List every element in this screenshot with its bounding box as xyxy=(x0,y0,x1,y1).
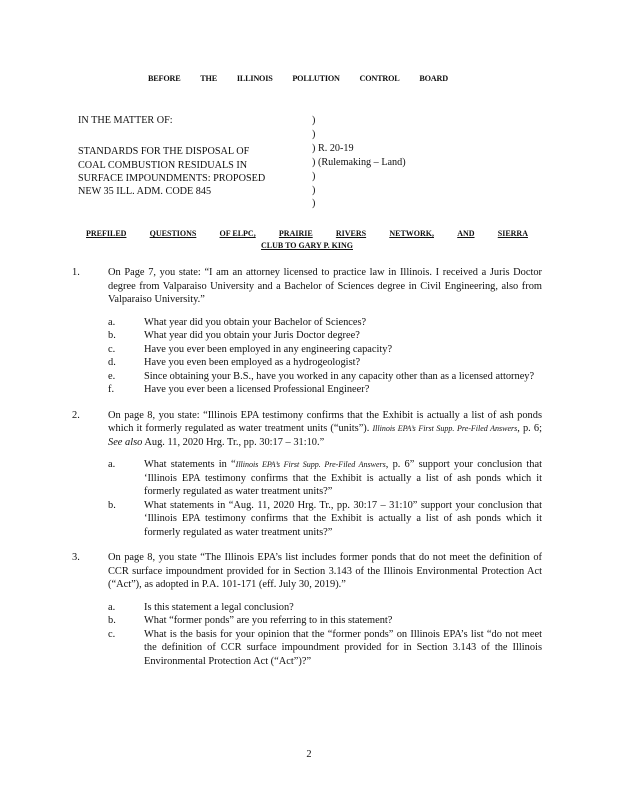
sub-letter: a. xyxy=(108,459,116,471)
sub-letter: d. xyxy=(108,357,116,369)
sub-letter: b. xyxy=(108,499,116,511)
heading-word: POLLUTION xyxy=(292,74,340,83)
question-number: 2. xyxy=(72,409,80,421)
sub-question xyxy=(108,601,542,615)
sub-letter: e. xyxy=(108,370,116,382)
sub-question xyxy=(108,499,542,540)
sub-question xyxy=(108,614,542,628)
sub-question xyxy=(108,628,542,669)
sub-question xyxy=(108,458,542,499)
sub-text-part: What statements in “Aug. 11, 2020 Hrg. Tr., pp. 30:17 – 31:10” support your conclusion that ‘Illinois EPA testimony confirms that the Exhibit is actually a list of ash ponds which it formerly regulated as water treatment units?” xyxy=(144,499,542,538)
sub-letter: b. xyxy=(108,330,116,342)
question-2 xyxy=(72,409,542,540)
sub-question xyxy=(108,356,542,370)
sub-question xyxy=(108,329,542,343)
document-title xyxy=(86,228,528,252)
title-line-1 xyxy=(86,228,528,240)
title-line-2: CLUB TO GARY P. KING xyxy=(261,241,353,250)
heading-word: ILLINOIS xyxy=(236,74,273,83)
title-word: RIVERS xyxy=(335,229,367,238)
citation-italic: Illinois EPA’s First Supp. Pre-Filed Answers xyxy=(235,460,386,470)
sub-text: What is the basis for your opinion that the “former ponds” on Illinois EPA’s list “do not meet the definition of CCR surface impoundment provided for in Section 3.143 of the Illinois Environmental Protection Act (“Act”)?” xyxy=(144,628,542,667)
sub-text: Have you even been employed as a hydrogeologist? xyxy=(144,357,361,369)
question-1 xyxy=(72,266,542,397)
sub-question xyxy=(108,383,542,397)
heading-word: CONTROL xyxy=(359,74,400,83)
question-text-part: Aug. 11, 2020 Hrg. Tr., pp. 30:17 – 31:10.” xyxy=(142,436,325,448)
sub-text-part: What statements in “ xyxy=(144,459,236,471)
sub-text: Have you ever been employed in any engineering capacity? xyxy=(144,343,393,355)
question-text: On Page 7, you state: “I am an attorney licensed to practice law in Illinois. I received a Juris Doctor degree from Valparaiso University and a Bachelor of Sciences degree in Civil Engineering, also from Valparaiso University.” xyxy=(108,267,542,306)
page-number: 2 xyxy=(306,749,312,760)
case-caption-left xyxy=(78,114,308,198)
caption-line: NEW 35 ILL. ADM. CODE 845 xyxy=(78,186,212,197)
title-word: OF ELPC, xyxy=(219,229,256,238)
case-caption-right xyxy=(312,114,406,211)
sub-letter: a. xyxy=(108,601,116,613)
sub-text: Since obtaining your B.S., have you worked in any capacity other than as a licensed attorney? xyxy=(144,370,535,382)
case-number: ) R. 20-19 xyxy=(312,142,354,154)
board-heading xyxy=(148,74,448,85)
sub-letter: c. xyxy=(108,628,116,640)
question-text xyxy=(108,409,542,450)
question-number: 3. xyxy=(72,552,80,564)
sub-text: What year did you obtain your Juris Doctor degree? xyxy=(144,330,360,342)
question-text-part: , p. 6; xyxy=(517,423,542,435)
sub-letter: b. xyxy=(108,615,116,627)
question-text-part: On page 8, you state: “Illinois EPA testimony confirms that the Exhibit is actually a list of ash ponds which it formerly regulated as water treatment units (“units”). xyxy=(108,409,542,435)
heading-word: BEFORE xyxy=(148,74,181,83)
sub-question xyxy=(108,343,542,357)
citation-italic: Illinois EPA’s First Supp. Pre-Filed Answers xyxy=(372,424,518,434)
sub-question-list xyxy=(108,458,542,539)
caption-line: SURFACE IMPOUNDMENTS: PROPOSED xyxy=(78,172,266,184)
caption-bracket: ) xyxy=(312,198,316,210)
sub-text: What year did you obtain your Bachelor of Sciences? xyxy=(144,316,367,328)
sub-text: Have you ever been a licensed Professional Engineer? xyxy=(144,384,370,396)
caption-bracket: ) xyxy=(312,184,316,196)
sub-question xyxy=(108,370,542,384)
title-word: QUESTIONS xyxy=(149,229,197,238)
caption-bracket: ) xyxy=(312,115,316,126)
sub-question-list xyxy=(108,316,542,397)
sub-text xyxy=(144,458,542,499)
sub-question-list xyxy=(108,601,542,669)
questions-list xyxy=(72,266,542,680)
sub-text: What “former ponds” are you referring to in this statement? xyxy=(144,615,393,627)
sub-letter: a. xyxy=(108,316,116,328)
sub-text: Is this statement a legal conclusion? xyxy=(144,601,294,613)
heading-word: BOARD xyxy=(419,74,448,83)
caption-line: STANDARDS FOR THE DISPOSAL OF xyxy=(78,146,250,158)
sub-letter: f. xyxy=(108,384,115,396)
in-the-matter-of: IN THE MATTER OF: xyxy=(78,115,173,126)
title-word: SIERRA xyxy=(497,229,528,238)
question-text: On page 8, you state “The Illinois EPA’s list includes former ponds that do not meet the definition of CCR surface impoundment provided for in Section 3.143 of the Illinois Environmental Protection Act (“Act”), as adopted in P.A. 101-171 (eff. July 30, 2019).” xyxy=(108,552,542,591)
question-3 xyxy=(72,551,542,668)
sub-question xyxy=(108,316,542,330)
sub-text xyxy=(144,499,542,540)
caption-bracket: ) xyxy=(312,170,316,182)
question-number: 1. xyxy=(72,267,80,278)
title-word: PRAIRIE xyxy=(278,229,313,238)
caption-bracket: ) xyxy=(312,128,316,140)
title-word: AND xyxy=(457,229,475,238)
rulemaking-type: ) (Rulemaking – Land) xyxy=(312,156,406,168)
caption-line: COAL COMBUSTION RESIDUALS IN xyxy=(78,159,248,171)
heading-word: THE xyxy=(200,74,217,83)
sub-letter: c. xyxy=(108,343,116,355)
sub-text-part: , p. 6” support your conclusion that ‘Illinois EPA testimony confirms that the Exhibit is actually a list of ash ponds which it formerly regulated as water treatment units?” xyxy=(144,459,542,498)
see-also-italic: See also xyxy=(108,436,143,448)
title-word: PREFILED xyxy=(86,229,127,238)
title-word: NETWORK, xyxy=(389,229,434,238)
